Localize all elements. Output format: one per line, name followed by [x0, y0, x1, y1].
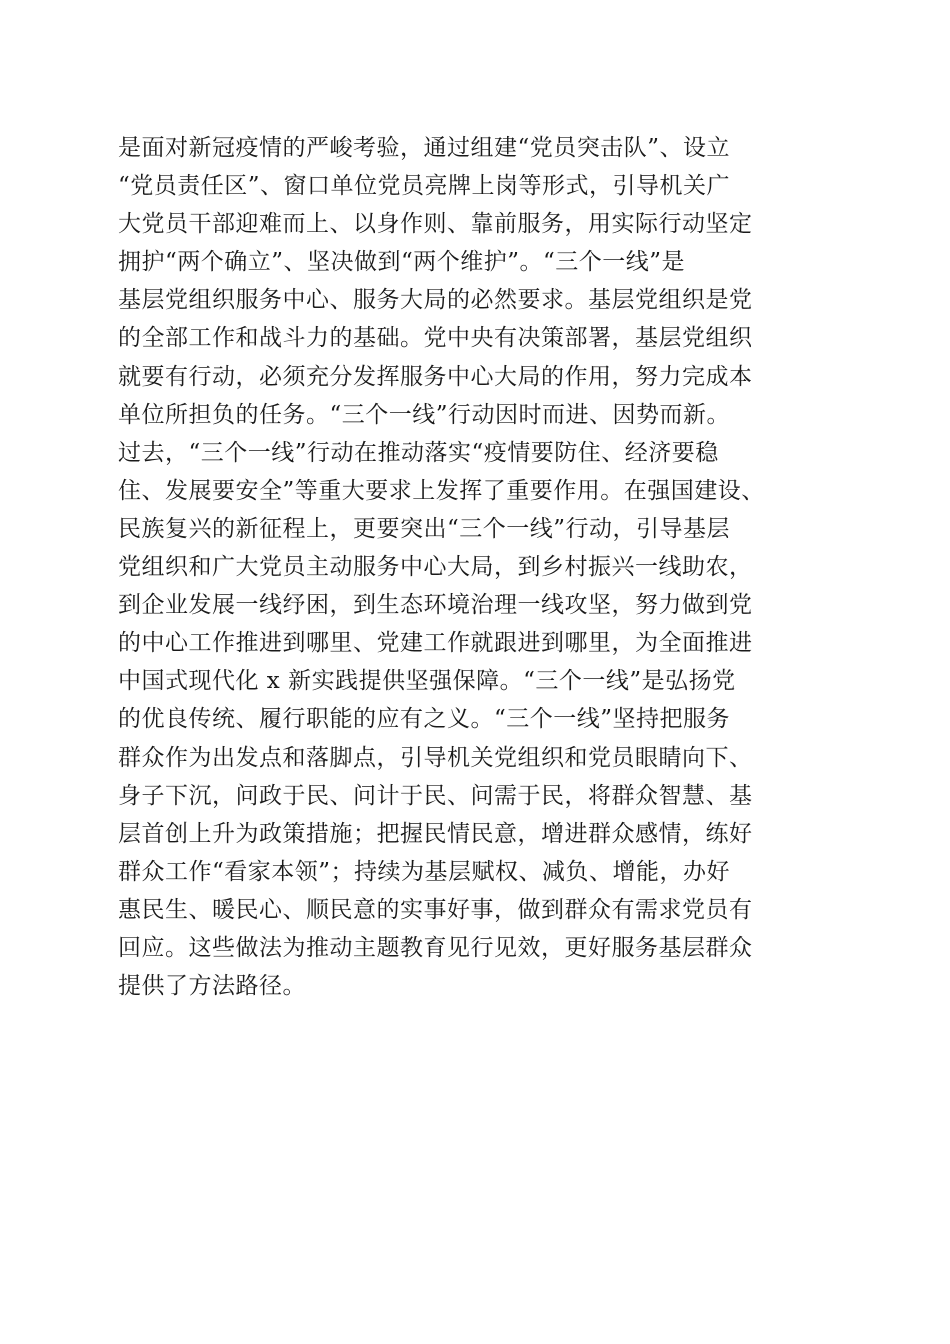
text-line: 就要有行动，必须充分发挥服务中心大局的作用，努力完成本: [118, 363, 753, 390]
text-line: 的优良传统、履行职能的应有之义。“三个一线”坚持把服务: [118, 706, 731, 733]
text-line: 单位所担负的任务。“三个一线”行动因时而进、因势而新。: [118, 401, 731, 428]
text-line: 党组织和广大党员主动服务中心大局，到乡村振兴一线助农，: [118, 554, 753, 581]
text-line: “党员责任区”、窗口单位党员亮牌上岗等形式，引导机关广: [118, 173, 731, 200]
text-line: 群众工作“看家本领”；持续为基层赋权、减负、增能，办好: [118, 858, 731, 885]
text-line: 层首创上升为政策措施；把握民情民意，增进群众感情，练好: [118, 820, 753, 847]
text-line: 民族复兴的新征程上，更要突出“三个一线”行动，引导基层: [118, 515, 731, 542]
text-line: 的全部工作和战斗力的基础。党中央有决策部署，基层党组织: [118, 325, 753, 352]
text-line: 基层党组织服务中心、服务大局的必然要求。基层党组织是党: [118, 287, 753, 314]
text-line: 是面对新冠疫情的严峻考验，通过组建“党员突击队”、设立: [118, 135, 731, 161]
text-line: 惠民生、暖民心、顺民意的实事好事，做到群众有需求党员有: [118, 896, 753, 923]
text-line: 群众作为出发点和落脚点，引导机关党组织和党员眼睛向下、: [118, 744, 753, 771]
text-line: 的中心工作推进到哪里、党建工作就跟进到哪里，为全面推进: [118, 630, 753, 657]
text-line: 拥护“两个确立”、坚决做到“两个维护”。“三个一线”是: [118, 249, 686, 276]
text-line: 住、发展要安全”等重大要求上发挥了重要作用。在强国建设、: [118, 477, 765, 504]
text-line: 身子下沉，问政于民、问计于民、问需于民，将群众智慧、基: [118, 782, 753, 809]
text-line: 回应。这些做法为推动主题教育见行见效，更好服务基层群众: [118, 934, 753, 961]
text-line: 到企业发展一线纾困，到生态环境治理一线攻坚，努力做到党: [118, 592, 753, 619]
text-line: 提供了方法路径。: [118, 973, 306, 1000]
text-line: 大党员干部迎难而上、以身作则、靠前服务，用实际行动坚定: [118, 211, 753, 238]
text-line: 中国式现代化 x 新实践提供坚强保障。“三个一线”是弘扬党: [118, 668, 736, 695]
text-line: 过去，“三个一线”行动在推动落实“疫情要防住、经济要稳: [118, 439, 719, 466]
body-paragraph: [118, 129, 858, 1005]
